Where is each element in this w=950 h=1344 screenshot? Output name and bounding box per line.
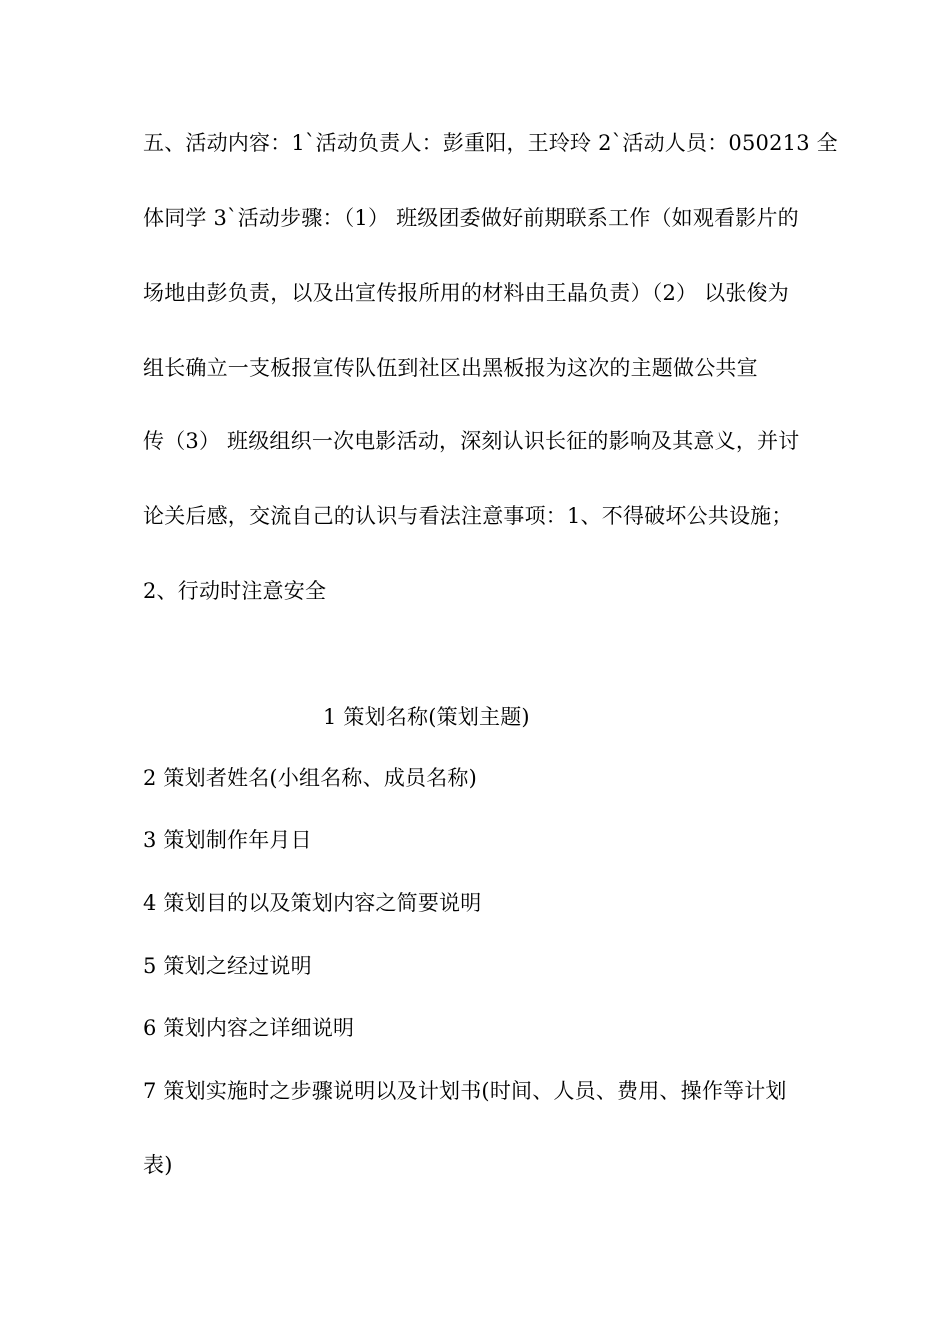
plan-item: 3 策划制作年月日 [143, 828, 312, 852]
paragraph-line: 场地由彭负责，以及出宣传报所用的材料由王晶负责）（2） 以张俊为 [143, 281, 789, 305]
paragraph-line: 体同学 3`活动步骤：（1） 班级团委做好前期联系工作（如观看影片的 [143, 206, 799, 230]
paragraph-line: 传（3） 班级组织一次电影活动，深刻认识长征的影响及其意义，并讨 [143, 429, 800, 453]
plan-item: 2 策划者姓名(小组名称、成员名称) [143, 766, 478, 790]
paragraph-line: 五、活动内容：1`活动负责人：彭重阳，王玲玲 2`活动人员：050213 全 [143, 131, 838, 155]
paragraph-line: 2、行动时注意安全 [143, 579, 327, 603]
plan-item: 6 策划内容之详细说明 [143, 1016, 355, 1040]
plan-item: 表) [143, 1153, 173, 1177]
paragraph-line: 论关后感，交流自己的认识与看法注意事项：1、不得破坏公共设施； [143, 504, 793, 528]
plan-item: 4 策划目的以及策划内容之简要说明 [143, 891, 482, 915]
plan-item: 7 策划实施时之步骤说明以及计划书(时间、人员、费用、操作等计划 [143, 1079, 787, 1103]
plan-title: 1 策划名称(策划主题) [323, 705, 530, 729]
plan-item: 5 策划之经过说明 [143, 954, 312, 978]
paragraph-line: 组长确立一支板报宣传队伍到社区出黑板报为这次的主题做公共宣 [143, 356, 758, 380]
